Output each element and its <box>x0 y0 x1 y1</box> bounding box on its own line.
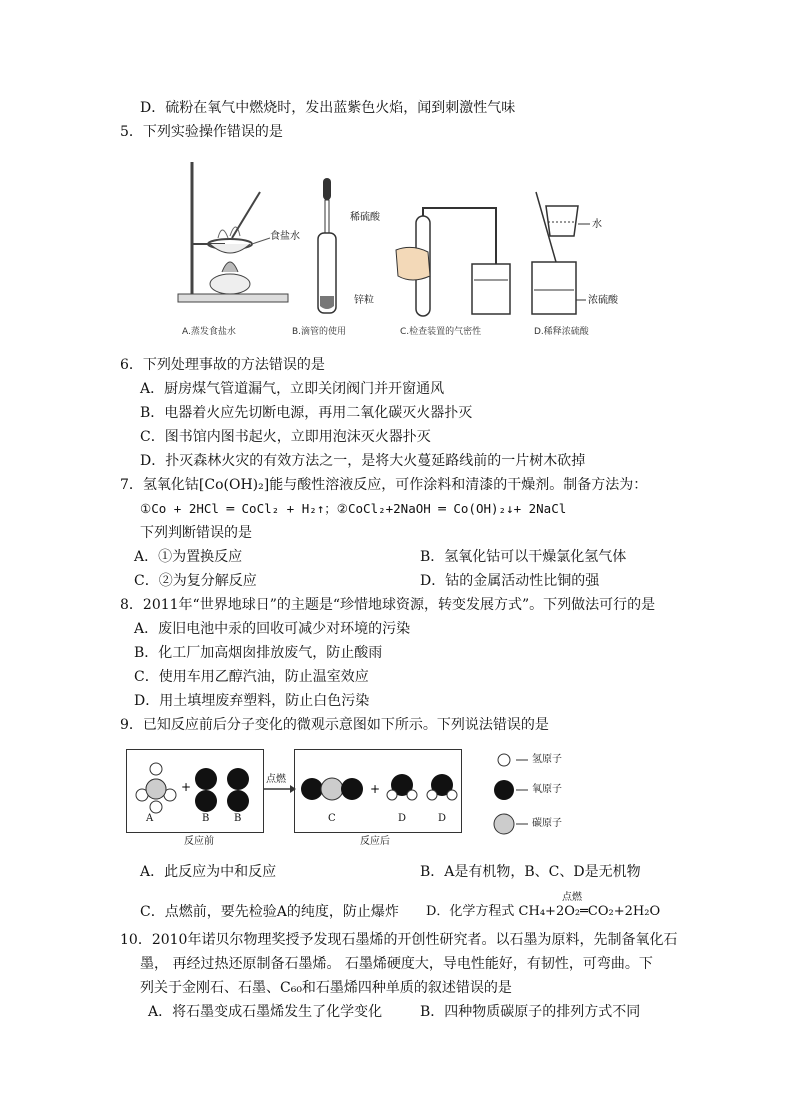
q7-option-a: A．①为置换反应 <box>134 549 243 565</box>
label-salt-water: 食盐水 <box>270 231 300 242</box>
label-a: A <box>146 813 154 824</box>
caption-b: B.滴管的使用 <box>292 327 347 337</box>
before-caption: 反应前 <box>184 836 214 847</box>
label-d1: D <box>398 813 407 824</box>
q7-option-d: D．钴的金属活动性比铜的强 <box>420 573 600 589</box>
q6-option-d: D．扑灭森林火灾的有效方法之一，是将大火蔓延路线前的一片树木砍掉 <box>140 453 586 469</box>
airtightness-check-illustration <box>392 166 512 336</box>
caption-d: D.稀释浓硫酸 <box>534 327 589 337</box>
q10-option-b: B．四种物质碳原子的排列方式不同 <box>420 1004 641 1020</box>
legend-hydrogen: 氢原子 <box>532 754 562 765</box>
label-b2: B <box>234 813 242 824</box>
caption-c: C.检查装置的气密性 <box>400 327 482 337</box>
q8-option-c: C．使用车用乙醇汽油，防止温室效应 <box>134 669 369 685</box>
q10-option-a: A．将石墨变成石墨烯发生了化学变化 <box>148 1004 383 1020</box>
q8-option-a: A．废旧电池中汞的回收可减少对环境的污染 <box>134 621 411 637</box>
dropper-illustration <box>308 178 348 338</box>
legend-oxygen: 氧原子 <box>532 784 562 795</box>
q9-stem: 9．已知反应前后分子变化的微观示意图如下所示。下列说法错误的是 <box>120 717 549 733</box>
q8-stem: 8．2011年“世界地球日”的主题是“珍惜地球资源，转变发展方式”。下列做法可行的是 <box>120 597 656 613</box>
evaporation-apparatus-illustration <box>170 152 290 342</box>
q7-sub: 下列判断错误的是 <box>140 525 252 541</box>
q10-line3: 列关于金刚石、石墨、C₆₀和石墨烯四种单质的叙述错误的是 <box>140 980 512 996</box>
q5-figure <box>170 152 618 342</box>
q6-option-c: C．图书馆内图书起火，立即用泡沫灭火器扑灭 <box>140 429 431 445</box>
caption-a: A.蒸发食盐水 <box>182 327 236 337</box>
svg-text:+: + <box>181 780 192 794</box>
q9-option-c: C．点燃前，要先检验A的纯度，防止爆炸 <box>140 904 399 920</box>
q7-option-b: B．氢氧化钴可以干燥氯化氢气体 <box>420 549 627 565</box>
after-caption: 反应后 <box>360 836 390 847</box>
q6-option-b: B．电器着火应先切断电源，再用二氧化碳灭火器扑灭 <box>140 405 473 421</box>
label-water: 水 <box>592 219 602 230</box>
q9-option-b: B．A是有机物，B、C、D是无机物 <box>420 864 641 880</box>
q8-option-b: B．化工厂加高烟囱排放废气，防止酸雨 <box>134 645 383 661</box>
q6-option-a: A．厨房煤气管道漏气，立即关闭阀门并开窗通风 <box>140 381 445 397</box>
label-d2: D <box>438 813 447 824</box>
arrow-label: 点燃 <box>266 774 286 785</box>
label-c: C <box>328 813 336 824</box>
svg-text:+: + <box>370 782 381 796</box>
label-conc-sulfuric: 浓硫酸 <box>588 295 618 306</box>
q9-option-d: D．化学方程式 CH₄+2O₂═CO₂+2H₂O <box>426 904 661 919</box>
q7-stem: 7．氢氧化钴[Co(OH)₂]能与酸性溶液反应，可作涂料和清漆的干燥剂。制备方法为： <box>120 477 648 493</box>
legend-atoms <box>494 752 524 832</box>
q4-option-d: D．硫粉在氧气中燃烧时，发出蓝紫色火焰，闻到刺激性气味 <box>140 100 516 116</box>
q9-option-a: A．此反应为中和反应 <box>140 864 277 880</box>
label-zinc: 锌粒 <box>354 295 374 306</box>
label-b1: B <box>202 813 210 824</box>
q6-stem: 6．下列处理事故的方法错误的是 <box>120 357 325 373</box>
eq-condition: 点燃 <box>562 892 582 903</box>
q5-stem: 5．下列实验操作错误的是 <box>120 124 283 140</box>
legend-carbon: 碳原子 <box>532 818 562 829</box>
molecule-diagram <box>126 749 466 839</box>
q7-option-c: C．②为复分解反应 <box>134 573 257 589</box>
q8-option-d: D．用土填埋废弃塑料，防止白色污染 <box>134 693 370 709</box>
q7-equation: ①Co + 2HCl ═ CoCl₂ + H₂↑；②CoCl₂+2NaOH ═ Co(OH)₂↓+ 2NaCl <box>140 501 567 516</box>
q10-line2: 墨， 再经过热还原制备石墨烯。 石墨烯硬度大，导电性能好，有韧性，可弯曲。下 <box>140 956 653 972</box>
q10-line1: 10．2010年诺贝尔物理奖授予发现石墨烯的开创性研究者。以石墨为原料，先制备氧化石 <box>120 932 678 948</box>
label-dilute-sulfuric: 稀硫酸 <box>350 212 380 223</box>
dilution-illustration <box>522 166 612 336</box>
